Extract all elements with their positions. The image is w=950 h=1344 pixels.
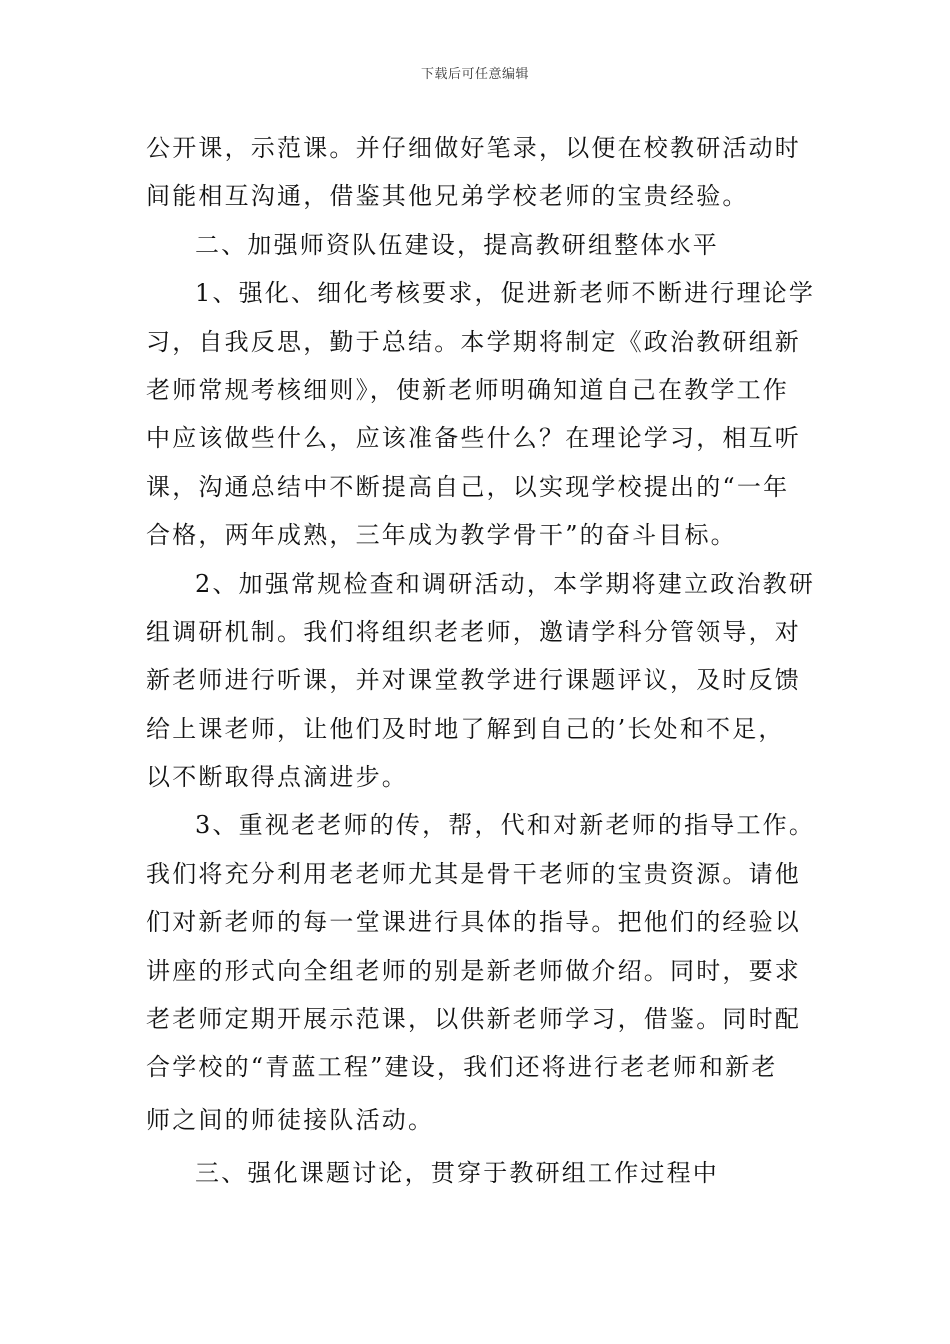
document-body bbox=[146, 124, 816, 1197]
text-line: 们对新老师的每一堂课进行具体的指导。把他们的经验以 bbox=[146, 908, 801, 937]
text-line: 我们将充分利用老老师尤其是骨干老师的宝贵资源。请他 bbox=[146, 859, 801, 888]
text-line: 以不断取得点滴进步。 bbox=[146, 763, 408, 792]
text-line: 师之间的师徒接队活动。 bbox=[146, 1105, 435, 1134]
page-header: 下载后可任意编辑 bbox=[420, 67, 529, 82]
text-line: 习，自我反思，勤于总结。本学期将制定《政治教研组新 bbox=[146, 327, 801, 356]
text-line: 合格，两年成熟，三年成为教学骨干”的奋斗目标。 bbox=[146, 521, 737, 550]
text-line: 课，沟通总结中不断提高自己，以实现学校提出的“一年 bbox=[146, 472, 790, 501]
text-line: 公开课，示范课。并仔细做好笔录，以便在校教研活动时 bbox=[146, 134, 801, 162]
text-line: 2、加强常规检查和调研活动，本学期将建立政治教研 bbox=[195, 569, 816, 598]
text-line: 3、重视老老师的传，帮，代和对新老师的指导工作。 bbox=[195, 811, 816, 840]
text-line: 讲座的形式向全组老师的别是新老师做介绍。同时，要求 bbox=[146, 956, 801, 985]
section-heading: 三、强化课题讨论，贯穿于教研组工作过程中 bbox=[195, 1158, 719, 1187]
text-line: 合学校的“青蓝工程”建设，我们还将进行老老师和新老 bbox=[146, 1053, 778, 1082]
text-line: 给上课老师，让他们及时地了解到自己的’长处和不足， bbox=[146, 714, 785, 743]
section-heading: 二、加强师资队伍建设，提高教研组整体水平 bbox=[195, 230, 719, 259]
text-line: 老老师定期开展示范课，以供新老师学习，借鉴。同时配 bbox=[146, 1005, 801, 1034]
text-line: 中应该做些什么，应该准备些什么？在理论学习，相互听 bbox=[146, 424, 801, 453]
text-line: 间能相互沟通，借鉴其他兄弟学校老师的宝贵经验。 bbox=[146, 182, 749, 211]
text-line: 1、强化、细化考核要求，促进新老师不断进行理论学 bbox=[195, 279, 816, 308]
text-line: 组调研机制。我们将组织老老师，邀请学科分管领导，对 bbox=[146, 617, 801, 646]
text-line: 新老师进行听课，并对课堂教学进行课题评议，及时反馈 bbox=[146, 666, 801, 695]
text-line: 老师常规考核细则》，使新老师明确知道自己在教学工作 bbox=[146, 375, 789, 404]
